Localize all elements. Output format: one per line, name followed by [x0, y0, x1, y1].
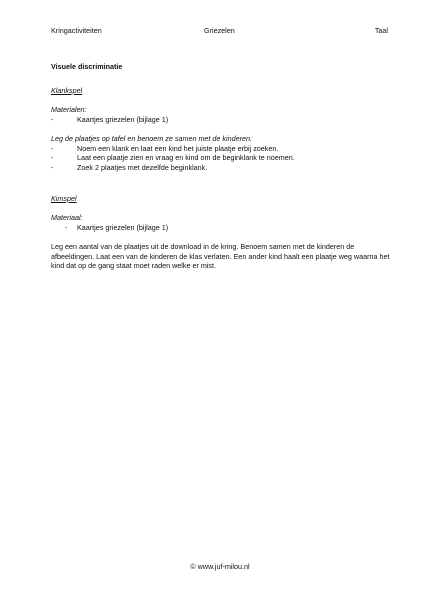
- section-title-klankspel: Klankspel: [51, 85, 83, 95]
- list-item-text: Zoek 2 plaatjes met dezelfde beginklank.: [77, 163, 208, 173]
- document-body: [51, 62, 391, 271]
- list-item: [51, 115, 391, 125]
- bullet-dash: -: [51, 143, 54, 153]
- bullet-dash: -: [51, 153, 54, 163]
- materials-heading-kimspel: Materiaal:: [51, 213, 83, 223]
- paragraph-kimspel: Leg een aantal van de plaatjes uit de download in de kring. Benoem samen met de kinderen de afbeeldingen. Laat een van de kinderen de klas verlaten. Een ander kind haalt een plaatje weg waarna het kind dat op de gang staat moet raden welke er mist.: [51, 241, 390, 271]
- list-item-text: Laat een plaatje zien en vraag en kind om de beginklank te noemen.: [77, 153, 295, 163]
- bullet-dash: -: [51, 115, 54, 125]
- bullet-dash: -: [65, 223, 68, 233]
- list-item-text: Kaartjes griezelen (bijlage 1): [77, 115, 169, 125]
- header-left: Kringactiviteiten: [51, 26, 102, 35]
- header-center: Griezelen: [204, 26, 235, 35]
- page-title: Visuele discriminatie: [51, 62, 123, 71]
- section-title-kimspel: Kimspel: [51, 193, 77, 203]
- list-item: [51, 144, 391, 154]
- page-header: [51, 26, 388, 38]
- materials-heading-klankspel: Materialen:: [51, 105, 87, 115]
- list-item-text: Kaartjes griezelen (bijlage 1): [77, 223, 169, 233]
- list-item: [51, 223, 391, 233]
- bullet-dash: -: [51, 163, 54, 173]
- list-item: [51, 163, 391, 173]
- instruction-klankspel: Leg de plaatjes op tafel en benoem ze samen met de kinderen.: [51, 133, 252, 143]
- page-footer: © www.juf-milou.nl: [190, 562, 250, 572]
- header-right: Taal: [374, 26, 388, 35]
- list-item: [51, 153, 391, 163]
- list-item-text: Noem een klank en laat een kind het juiste plaatje erbij zoeken.: [77, 143, 279, 153]
